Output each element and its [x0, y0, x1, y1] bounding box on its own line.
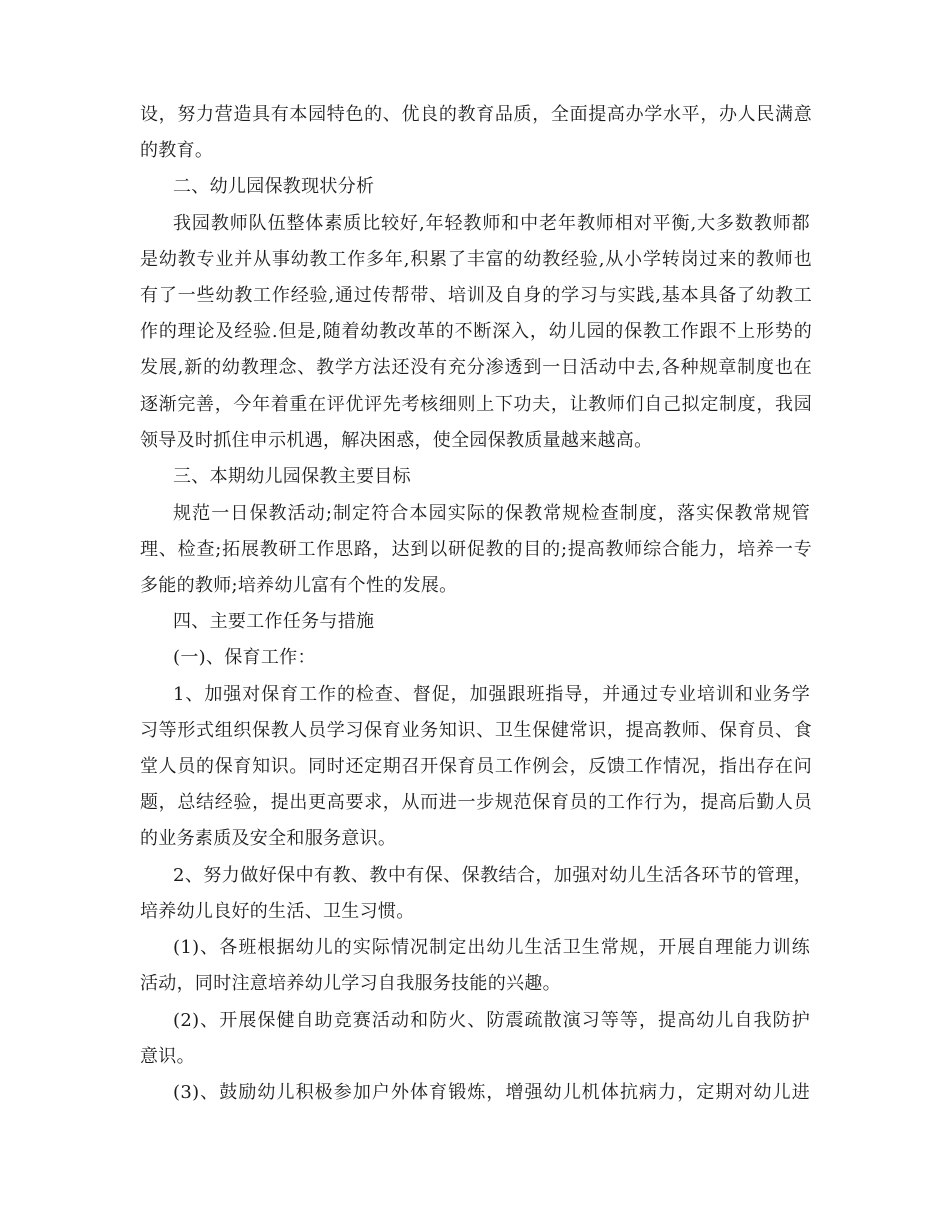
text-line: 习等形式组织保教人员学习保育业务知识、卫生保健常识，提高教师、保育员、食 [140, 720, 812, 741]
text-line: 设，努力营造具有本园特色的、优良的教育品质，全面提高办学水平，办人民满意 [140, 104, 812, 125]
text-line: 逐渐完善，今年着重在评优评先考核细则上下功夫，让教师们自己拟定制度，我园 [140, 394, 812, 415]
text-line: (一)、保育工作： [173, 647, 316, 668]
text-line: 1、加强对保育工作的检查、督促，加强跟班指导，并通过专业培训和业务学 [173, 684, 810, 705]
text-line: 有了一些幼教工作经验,通过传帮带、培训及自身的学习与实践,基本具备了幼教工 [140, 285, 812, 306]
text-line: (1)、各班根据幼儿的实际情况制定出幼儿生活卫生常规，开展自理能力训练 [173, 937, 810, 958]
text-line: 四、主要工作任务与措施 [173, 611, 375, 632]
text-line: 领导及时抓住申示机遇，解决困惑，使全园保教质量越来越高。 [140, 430, 653, 451]
text-line: 堂人员的保育知识。同时还定期召开保育员工作例会，反馈工作情况，指出存在问 [140, 756, 812, 777]
text-line: 多能的教师;培养幼儿富有个性的发展。 [140, 575, 458, 596]
text-line: 活动，同时注意培养幼儿学习自我服务技能的兴趣。 [140, 973, 561, 994]
text-line: 规范一日保教活动;制定符合本园实际的保教常规检查制度，落实保教常规管 [173, 503, 810, 524]
text-line: 的教育。 [140, 140, 214, 161]
text-line: 发展,新的幼教理念、教学方法还没有充分渗透到一日活动中去,各种规章制度也在 [140, 357, 812, 378]
text-line: 是幼教专业并从事幼教工作多年,积累了丰富的幼教经验,从小学转岗过来的教师也 [140, 249, 812, 270]
text-line: (3)、鼓励幼儿积极参加户外体育锻炼，增强幼儿机体抗病力，定期对幼儿进 [173, 1082, 810, 1103]
text-line: 的业务素质及安全和服务意识。 [140, 828, 397, 849]
text-line: 作的理论及经验.但是,随着幼教改革的不断深入，幼儿园的保教工作跟不上形势的 [140, 321, 812, 342]
text-line: (2)、开展保健自助竞赛活动和防火、防震疏散演习等等，提高幼儿自我防护 [173, 1010, 810, 1031]
text-line: 二、幼儿园保教现状分析 [173, 176, 375, 197]
text-line: 三、本期幼儿园保教主要目标 [173, 466, 411, 487]
text-line: 理、检查;拓展教研工作思路，达到以研促教的目的;提高教师综合能力，培养一专 [140, 539, 812, 560]
text-line: 意识。 [140, 1046, 195, 1067]
text-line: 培养幼儿良好的生活、卫生习惯。 [140, 901, 415, 922]
text-line: 我园教师队伍整体素质比较好,年轻教师和中老年教师相对平衡,大多数教师都 [173, 213, 810, 234]
text-line: 题，总结经验，提出更高要求，从而进一步规范保育员的工作行为，提高后勤人员 [140, 792, 812, 813]
text-line: 2、努力做好保中有教、教中有保、保教结合，加强对幼儿生活各环节的管理， [173, 865, 812, 886]
